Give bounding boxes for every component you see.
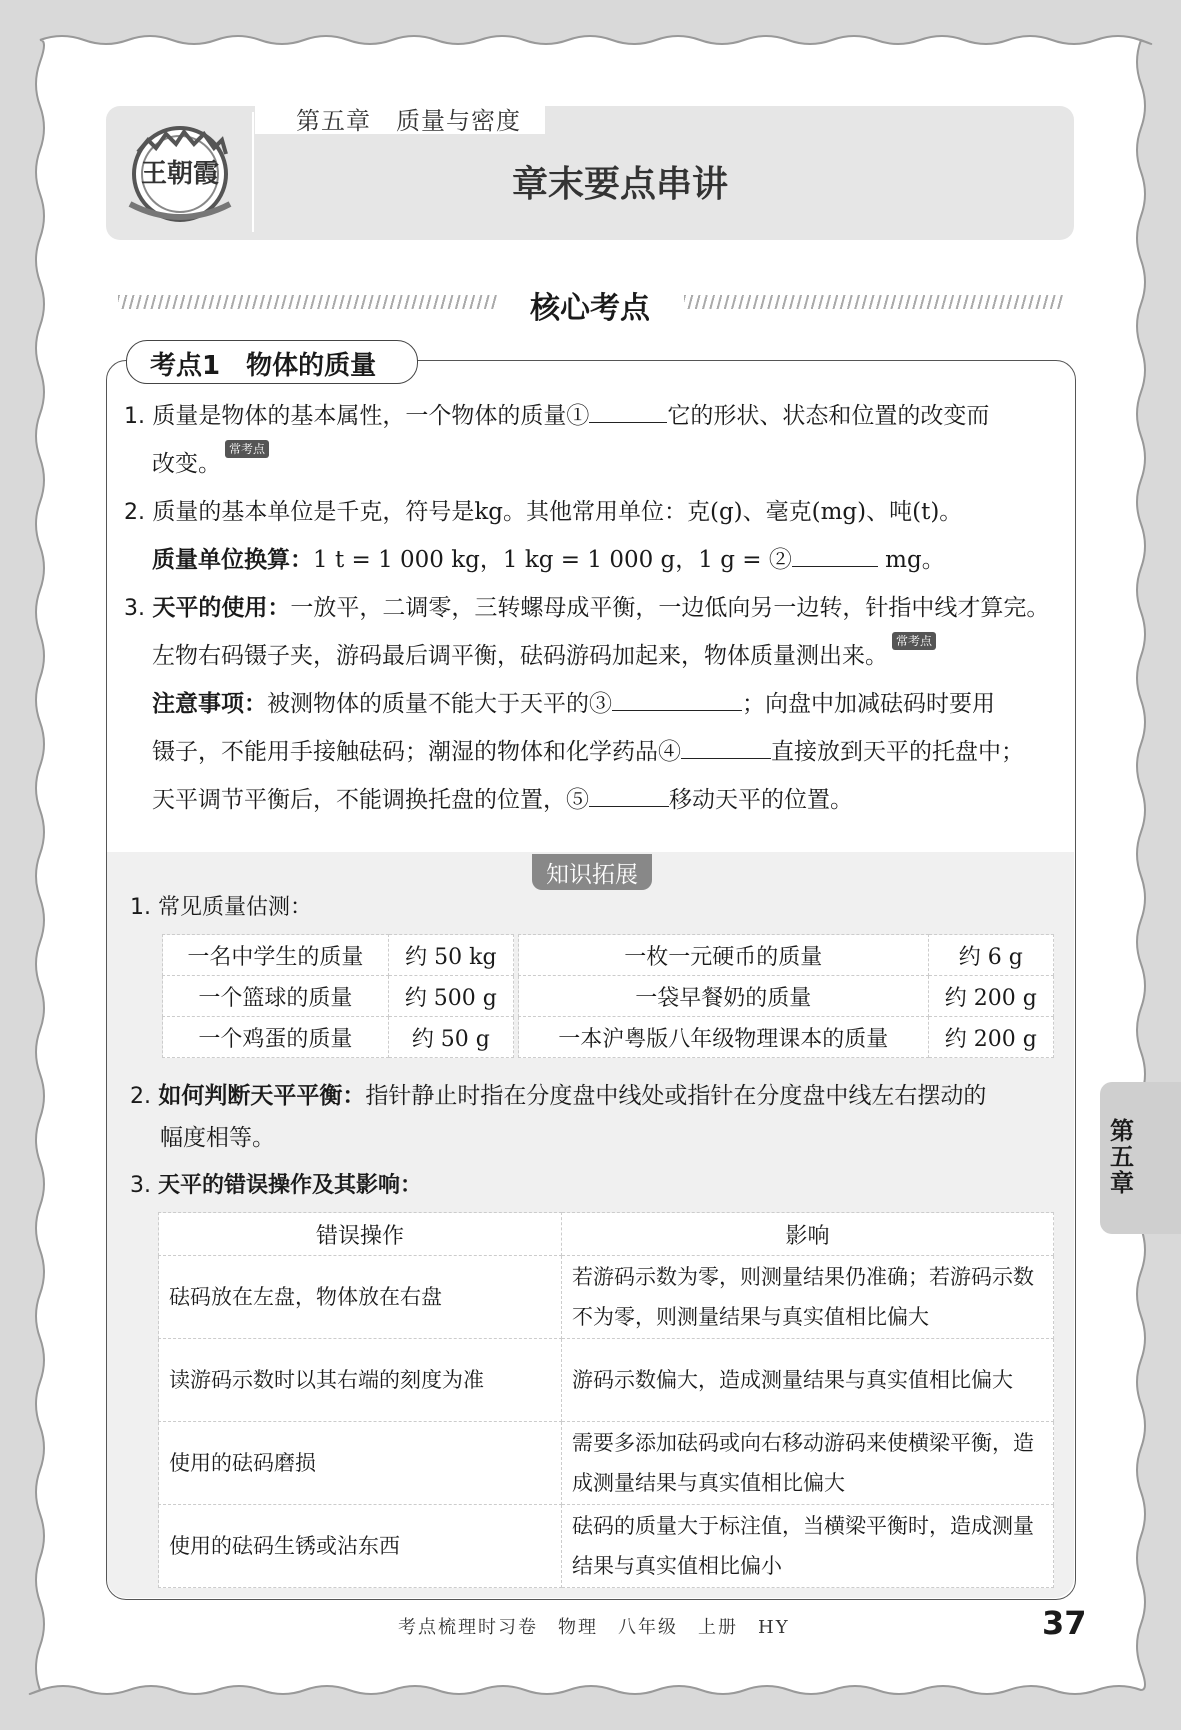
point-3-text-a: 一放平，二调零，三转螺母成平衡，一边低向另一边转，针指中线才算完。	[290, 595, 1050, 621]
point-3-note	[152, 680, 1072, 728]
heading-hatch-left	[118, 295, 498, 309]
table-cell: 约 200 g	[928, 1017, 1053, 1058]
effect-cell: 需要多添加砝码或向右移动游码来使横梁平衡，造成测量结果与真实值相比偏大	[562, 1422, 1054, 1505]
column-header: 错误操作	[159, 1213, 562, 1256]
table-cell: 约 200 g	[928, 976, 1053, 1017]
answer-blank-2[interactable]	[792, 544, 878, 567]
extension-item-2-cont	[160, 1114, 275, 1162]
table-cell: 约 50 kg	[388, 935, 513, 976]
answer-blank-5[interactable]	[589, 784, 669, 807]
table-row	[163, 976, 1054, 1017]
answer-blank-4[interactable]	[681, 736, 771, 759]
extension-label: 知识拓展	[546, 862, 638, 888]
mass-estimate-table	[162, 934, 1054, 1058]
page-title: 章末要点串讲	[511, 164, 728, 205]
point-1-cont	[152, 440, 269, 488]
note-label: 注意事项：	[152, 691, 267, 717]
conversion-label: 质量单位换算：	[152, 547, 313, 573]
extension-item-2-text-b: 幅度相等。	[160, 1125, 275, 1151]
point-3-text-h: 移动天平的位置。	[669, 787, 853, 813]
point-number: 3.	[124, 596, 145, 621]
table-row	[159, 1505, 1054, 1588]
point-3-text-d: ；向盘中加减砝码时要用	[742, 691, 995, 717]
extension-item-1-text: 常见质量估测：	[158, 895, 313, 920]
point-number: 1.	[124, 404, 145, 429]
point-3-line5	[152, 776, 1072, 824]
page-number: 37	[1042, 1604, 1087, 1642]
error-operation-cell: 使用的砝码磨损	[159, 1422, 562, 1505]
header-divider	[252, 112, 254, 232]
balance-usage-label: 天平的使用：	[152, 595, 291, 621]
error-operation-cell: 使用的砝码生锈或沾东西	[159, 1505, 562, 1588]
balance-judge-label: 如何判断天平平衡：	[158, 1083, 366, 1109]
column-header: 影响	[562, 1213, 1054, 1256]
effect-cell: 游码示数偏大，造成测量结果与真实值相比偏大	[562, 1339, 1054, 1422]
point-1-text-b: 它的形状、状态和位置的改变而	[667, 403, 990, 429]
extension-item-3	[130, 1168, 422, 1199]
table-row	[159, 1339, 1054, 1422]
answer-blank-3[interactable]	[612, 688, 742, 711]
error-operations-table	[158, 1212, 1054, 1588]
point-3-text-b: 左物右码镊子夹，游码最后调平衡，砝码游码加起来，物体质量测出来。	[152, 643, 888, 669]
extension-item-3-text: 天平的错误操作及其影响：	[158, 1173, 423, 1198]
point-3-line4	[152, 728, 1072, 776]
point-3-line2	[152, 632, 936, 680]
frequent-badge: 常考点	[892, 632, 936, 650]
chapter-label: 第五章 质量与密度	[296, 107, 521, 135]
table-row	[163, 935, 1054, 976]
table-cell: 约 6 g	[928, 935, 1053, 976]
point-1-text-c: 改变。	[152, 451, 221, 477]
table-cell: 一个篮球的质量	[163, 976, 389, 1017]
item-number: 2.	[130, 1084, 151, 1109]
point-3-text-f: 直接放到天平的托盘中；	[771, 739, 1024, 765]
point-3-text-e: 镊子，不能用手接触砝码；潮湿的物体和化学药品④	[152, 739, 681, 765]
table-row	[163, 1017, 1054, 1058]
heading-hatch-right	[684, 295, 1064, 309]
effect-cell: 若游码示数为零，则测量结果仍准确；若游码示数不为零，则测量结果与真实值相比偏大	[562, 1256, 1054, 1339]
effect-cell: 砝码的质量大于标注值，当横梁平衡时，造成测量结果与真实值相比偏小	[562, 1505, 1054, 1588]
point-3	[124, 584, 1074, 633]
table-cell: 一名中学生的质量	[163, 935, 389, 976]
answer-blank-1[interactable]	[589, 400, 667, 423]
point-3-text-g: 天平调节平衡后，不能调换托盘的位置，⑤	[152, 787, 589, 813]
point-2-text-c: mg。	[877, 547, 945, 573]
table-cell: 一本沪粤版八年级物理课本的质量	[519, 1017, 928, 1058]
point-2-text-b: 1 t = 1 000 kg，1 kg = 1 000 g，1 g = ②	[313, 547, 792, 573]
section-heading: 核心考点	[530, 291, 650, 326]
frequent-badge: 常考点	[225, 440, 269, 458]
table-cell: 约 50 g	[388, 1017, 513, 1058]
table-row	[159, 1422, 1054, 1505]
item-number: 3.	[130, 1173, 151, 1198]
point-1	[124, 392, 1064, 441]
table-cell: 一个鸡蛋的质量	[163, 1017, 389, 1058]
point-number: 2.	[124, 500, 145, 525]
svg-text:王朝霞: 王朝霞	[140, 159, 220, 189]
extension-item-1	[130, 890, 312, 921]
error-operation-cell: 砝码放在左盘，物体放在右盘	[159, 1256, 562, 1339]
error-operation-cell: 读游码示数时以其右端的刻度为准	[159, 1339, 562, 1422]
point-2-conversion	[152, 536, 945, 584]
extension-item-2-text-a: 指针静止时指在分度盘中线处或指针在分度盘中线左右摆动的	[365, 1083, 987, 1109]
table-cell: 一枚一元硬币的质量	[519, 935, 928, 976]
table-cell: 一袋早餐奶的质量	[519, 976, 928, 1017]
footer-text: 考点梳理时习卷 物理 八年级 上册 HY	[398, 1617, 790, 1638]
point-2	[124, 488, 1064, 537]
table-row	[159, 1256, 1054, 1339]
table-cell: 约 500 g	[388, 976, 513, 1017]
point-2-text-a: 质量的基本单位是千克，符号是kg。其他常用单位：克(g)、毫克(mg)、吨(t)。	[152, 499, 963, 525]
topic-label: 考点1 物体的质量	[150, 351, 377, 381]
publisher-logo	[120, 112, 240, 232]
point-3-text-c: 被测物体的质量不能大于天平的③	[267, 691, 612, 717]
item-number: 1.	[130, 895, 151, 920]
point-1-text-a: 质量是物体的基本属性，一个物体的质量①	[152, 403, 590, 429]
chapter-side-tab-label: 第五章	[1110, 1117, 1134, 1197]
